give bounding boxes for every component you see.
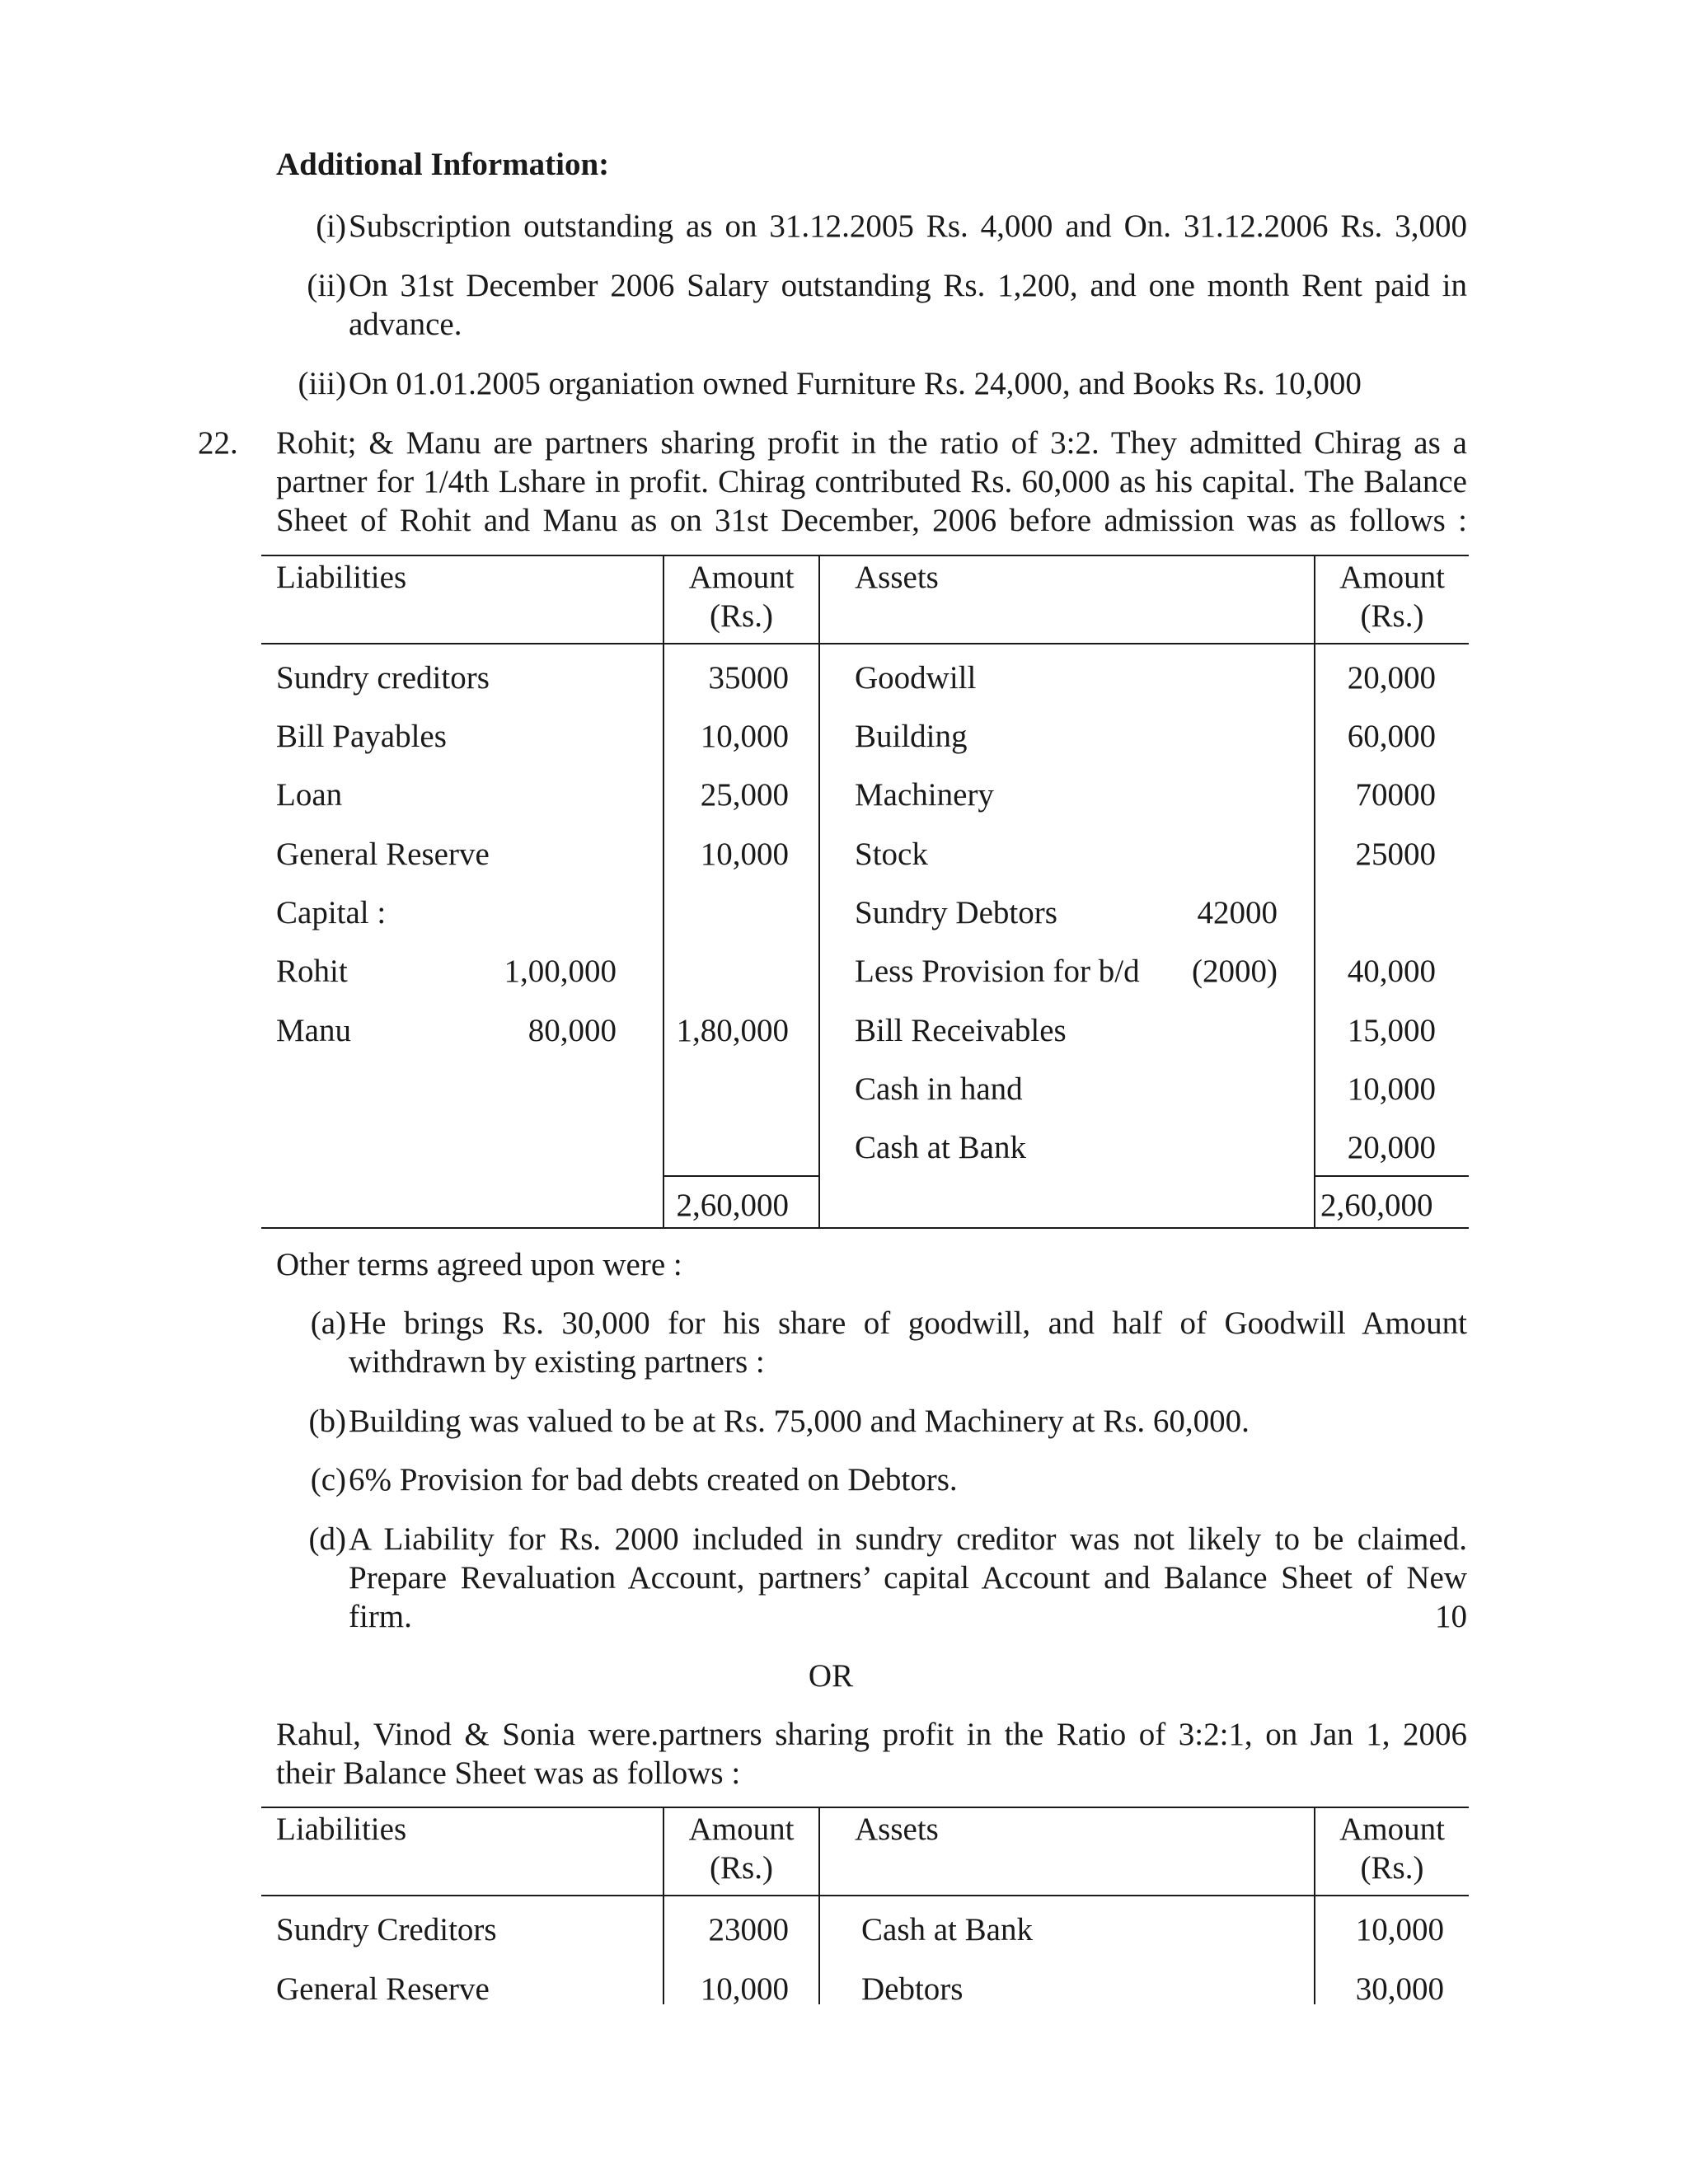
liability-amount: 25,000 — [700, 777, 789, 813]
term-text: He brings Rs. 30,000 for his share of goodwill, and half of Goodwill Amount — [349, 1305, 1467, 1341]
question-text: partner for 1/4th Lshare in profit. Chirag contributed Rs. 60,000 as his capital. The Balance — [276, 464, 1467, 499]
liability-label: Manu — [276, 1013, 351, 1048]
liability-sub-amount: 1,00,000 — [504, 954, 617, 989]
info-item-text: Subscription outstanding as on 31.12.2005 Rs. 4,000 and On. 31.12.2006 Rs. 3,000 — [349, 209, 1467, 244]
asset-amount: 20,000 — [1347, 660, 1436, 696]
additional-info-heading: Additional Information: — [276, 147, 610, 182]
assets-total: 2,60,000 — [1320, 1188, 1433, 1223]
asset-amount: 20,000 — [1347, 1130, 1436, 1165]
col-header-amount-unit: (Rs.) — [710, 1850, 773, 1886]
info-item-text: On 31st December 2006 Salary outstanding Rs. 1,200, and one month Rent paid in — [349, 268, 1467, 303]
liability-amount: 10,000 — [700, 1971, 789, 2007]
asset-amount: 15,000 — [1347, 1013, 1436, 1048]
asset-amount: 70000 — [1355, 777, 1436, 813]
liability-amount: 23000 — [708, 1912, 789, 1947]
liability-label: Loan — [276, 777, 343, 813]
question-text: Rohit; & Manu are partners sharing profit in the ratio of 3:2. They admitted Chirag as a — [276, 425, 1467, 461]
alt-question-text: their Balance Sheet was as follows : — [276, 1755, 741, 1791]
term-text: A Liability for Rs. 2000 included in sundry creditor was not likely to be claimed. — [349, 1521, 1467, 1557]
col-header-amount-unit: (Rs.) — [710, 598, 773, 634]
question-text: Sheet of Rohit and Manu as on 31st December, 2006 before admission was as follows : — [276, 503, 1467, 538]
marks: 10 — [1435, 1599, 1467, 1634]
term-text: withdrawn by existing partners : — [349, 1344, 765, 1380]
liabilities-total: 2,60,000 — [676, 1188, 789, 1223]
liability-label: Bill Payables — [276, 719, 447, 754]
asset-amount: 40,000 — [1347, 954, 1436, 989]
col-header-liabilities: Liabilities — [276, 560, 407, 595]
term-text: Building was valued to be at Rs. 75,000 and Machinery at Rs. 60,000. — [349, 1404, 1250, 1439]
liability-label: Sundry creditors — [276, 660, 490, 696]
asset-label: Cash at Bank — [861, 1912, 1033, 1947]
liability-label: General Reserve — [276, 1971, 490, 2007]
term-num: (d) — [308, 1521, 346, 1557]
col-header-liabilities: Liabilities — [276, 1811, 407, 1847]
info-item-text: On 01.01.2005 organiation owned Furniture Rs. 24,000, and Books Rs. 10,000 — [349, 366, 1362, 401]
asset-label: Goodwill — [855, 660, 977, 696]
liability-label: Sundry Creditors — [276, 1912, 497, 1947]
term-text: Prepare Revaluation Account, partners’ capital Account and Balance Sheet of New — [349, 1560, 1467, 1596]
col-header-amount: Amount — [1339, 560, 1445, 595]
question-number: 22. — [198, 425, 238, 461]
asset-sub-amount: (2000) — [1192, 954, 1278, 989]
col-header-amount: Amount — [688, 560, 795, 595]
col-header-amount-unit: (Rs.) — [1360, 1850, 1424, 1886]
term-text: firm. — [349, 1599, 412, 1634]
col-header-amount: Amount — [688, 1811, 795, 1847]
liability-sub-amount: 80,000 — [528, 1013, 617, 1048]
term-num: (a) — [310, 1305, 346, 1341]
asset-label: Machinery — [855, 777, 994, 813]
asset-amount: 10,000 — [1347, 1071, 1436, 1107]
col-header-assets: Assets — [855, 560, 939, 595]
alt-question-text: Rahul, Vinod & Sonia were.partners sharing profit in the Ratio of 3:2:1, on Jan 1, 2006 — [276, 1717, 1467, 1752]
term-text: 6% Provision for bad debts created on Debtors. — [349, 1462, 958, 1497]
col-header-amount: Amount — [1339, 1811, 1445, 1847]
asset-amount: 30,000 — [1355, 1971, 1444, 2007]
liability-label: General Reserve — [276, 837, 490, 872]
term-num: (c) — [310, 1462, 346, 1497]
info-item-num: (i) — [316, 209, 346, 244]
liability-amount: 35000 — [708, 660, 789, 696]
asset-label: Debtors — [861, 1971, 964, 2007]
or-separator: OR — [808, 1658, 854, 1694]
asset-label: Stock — [855, 837, 928, 872]
info-item-num: (iii) — [298, 366, 346, 401]
info-item-num: (ii) — [307, 268, 346, 303]
col-header-amount-unit: (Rs.) — [1360, 598, 1424, 634]
col-header-assets: Assets — [855, 1811, 939, 1847]
info-item-text: advance. — [349, 307, 462, 342]
liability-amount: 10,000 — [700, 837, 789, 872]
term-num: (b) — [308, 1404, 346, 1439]
asset-label: Cash at Bank — [855, 1130, 1026, 1165]
liability-amount: 10,000 — [700, 719, 789, 754]
asset-label: Sundry Debtors — [855, 895, 1057, 930]
asset-amount: 60,000 — [1347, 719, 1436, 754]
asset-label: Building — [855, 719, 968, 754]
liability-amount: 1,80,000 — [676, 1013, 789, 1048]
other-terms-label: Other terms agreed upon were : — [276, 1247, 682, 1282]
asset-label: Cash in hand — [855, 1071, 1023, 1107]
liability-label: Capital : — [276, 895, 387, 930]
asset-amount: 25000 — [1355, 837, 1436, 872]
asset-amount: 10,000 — [1355, 1912, 1444, 1947]
asset-label: Bill Receivables — [855, 1013, 1067, 1048]
liability-label: Rohit — [276, 954, 348, 989]
asset-label: Less Provision for b/d — [855, 954, 1140, 989]
asset-sub-amount: 42000 — [1197, 895, 1278, 930]
